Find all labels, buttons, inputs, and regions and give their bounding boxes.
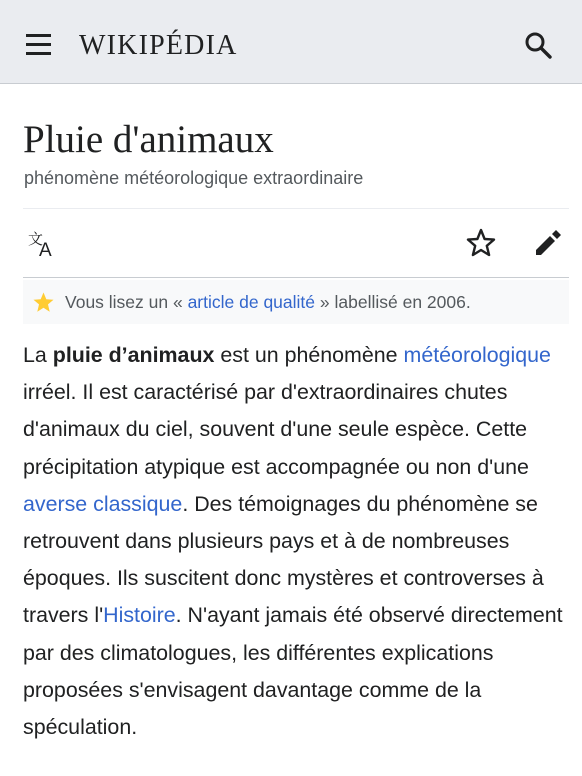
divider [23,277,569,278]
star-outline-icon[interactable] [465,227,497,259]
page-actions-bar [23,209,569,277]
link-meteorologique[interactable]: météorologique [403,343,551,367]
hamburger-menu-icon[interactable] [25,33,53,57]
quality-banner [23,280,569,324]
quality-banner-text [65,280,471,324]
pencil-icon[interactable] [531,227,563,259]
page-title: Pluie d'animaux [23,118,274,161]
text: est un phénomène [214,343,404,367]
search-icon[interactable] [524,31,552,59]
article-paragraph [23,337,569,746]
text: La [23,343,53,367]
language-icon[interactable] [28,229,60,259]
text: irréel. Il est caractérisé par d'extraordinaires chutes d'animaux du ciel, souvent d'une seule espèce. Cette précipitation atypique est accompagnée ou non d'une [23,380,529,479]
link-averse-classique[interactable]: averse classique [23,491,183,516]
text: . Des témoignages du phénomène se retrouvent dans plusieurs pays et à de nombreuses époques. Ils suscitent donc mystères et controverses à travers l' [23,491,544,628]
page-subtitle: phénomène météorologique extraordinaire [24,168,364,188]
svg-text:A: A [39,240,52,259]
bold-term: pluie d’animaux [52,343,215,367]
text: . N'ayant jamais été observé directement par des climatologues, les différentes explications proposées s'envisagent davantage comme de la spéculation. [23,603,563,740]
wikipedia-wordmark[interactable]: WIKIPÉDIA [79,30,238,61]
svg-text:文: 文 [28,230,44,248]
quality-article-link[interactable]: article de qualité [187,292,316,312]
banner-suffix: » labellisé en 2006. [315,292,471,312]
top-header [0,0,582,84]
star-icon [33,292,54,313]
link-histoire[interactable]: Histoire [103,603,176,628]
banner-prefix: Vous lisez un « [65,292,188,312]
